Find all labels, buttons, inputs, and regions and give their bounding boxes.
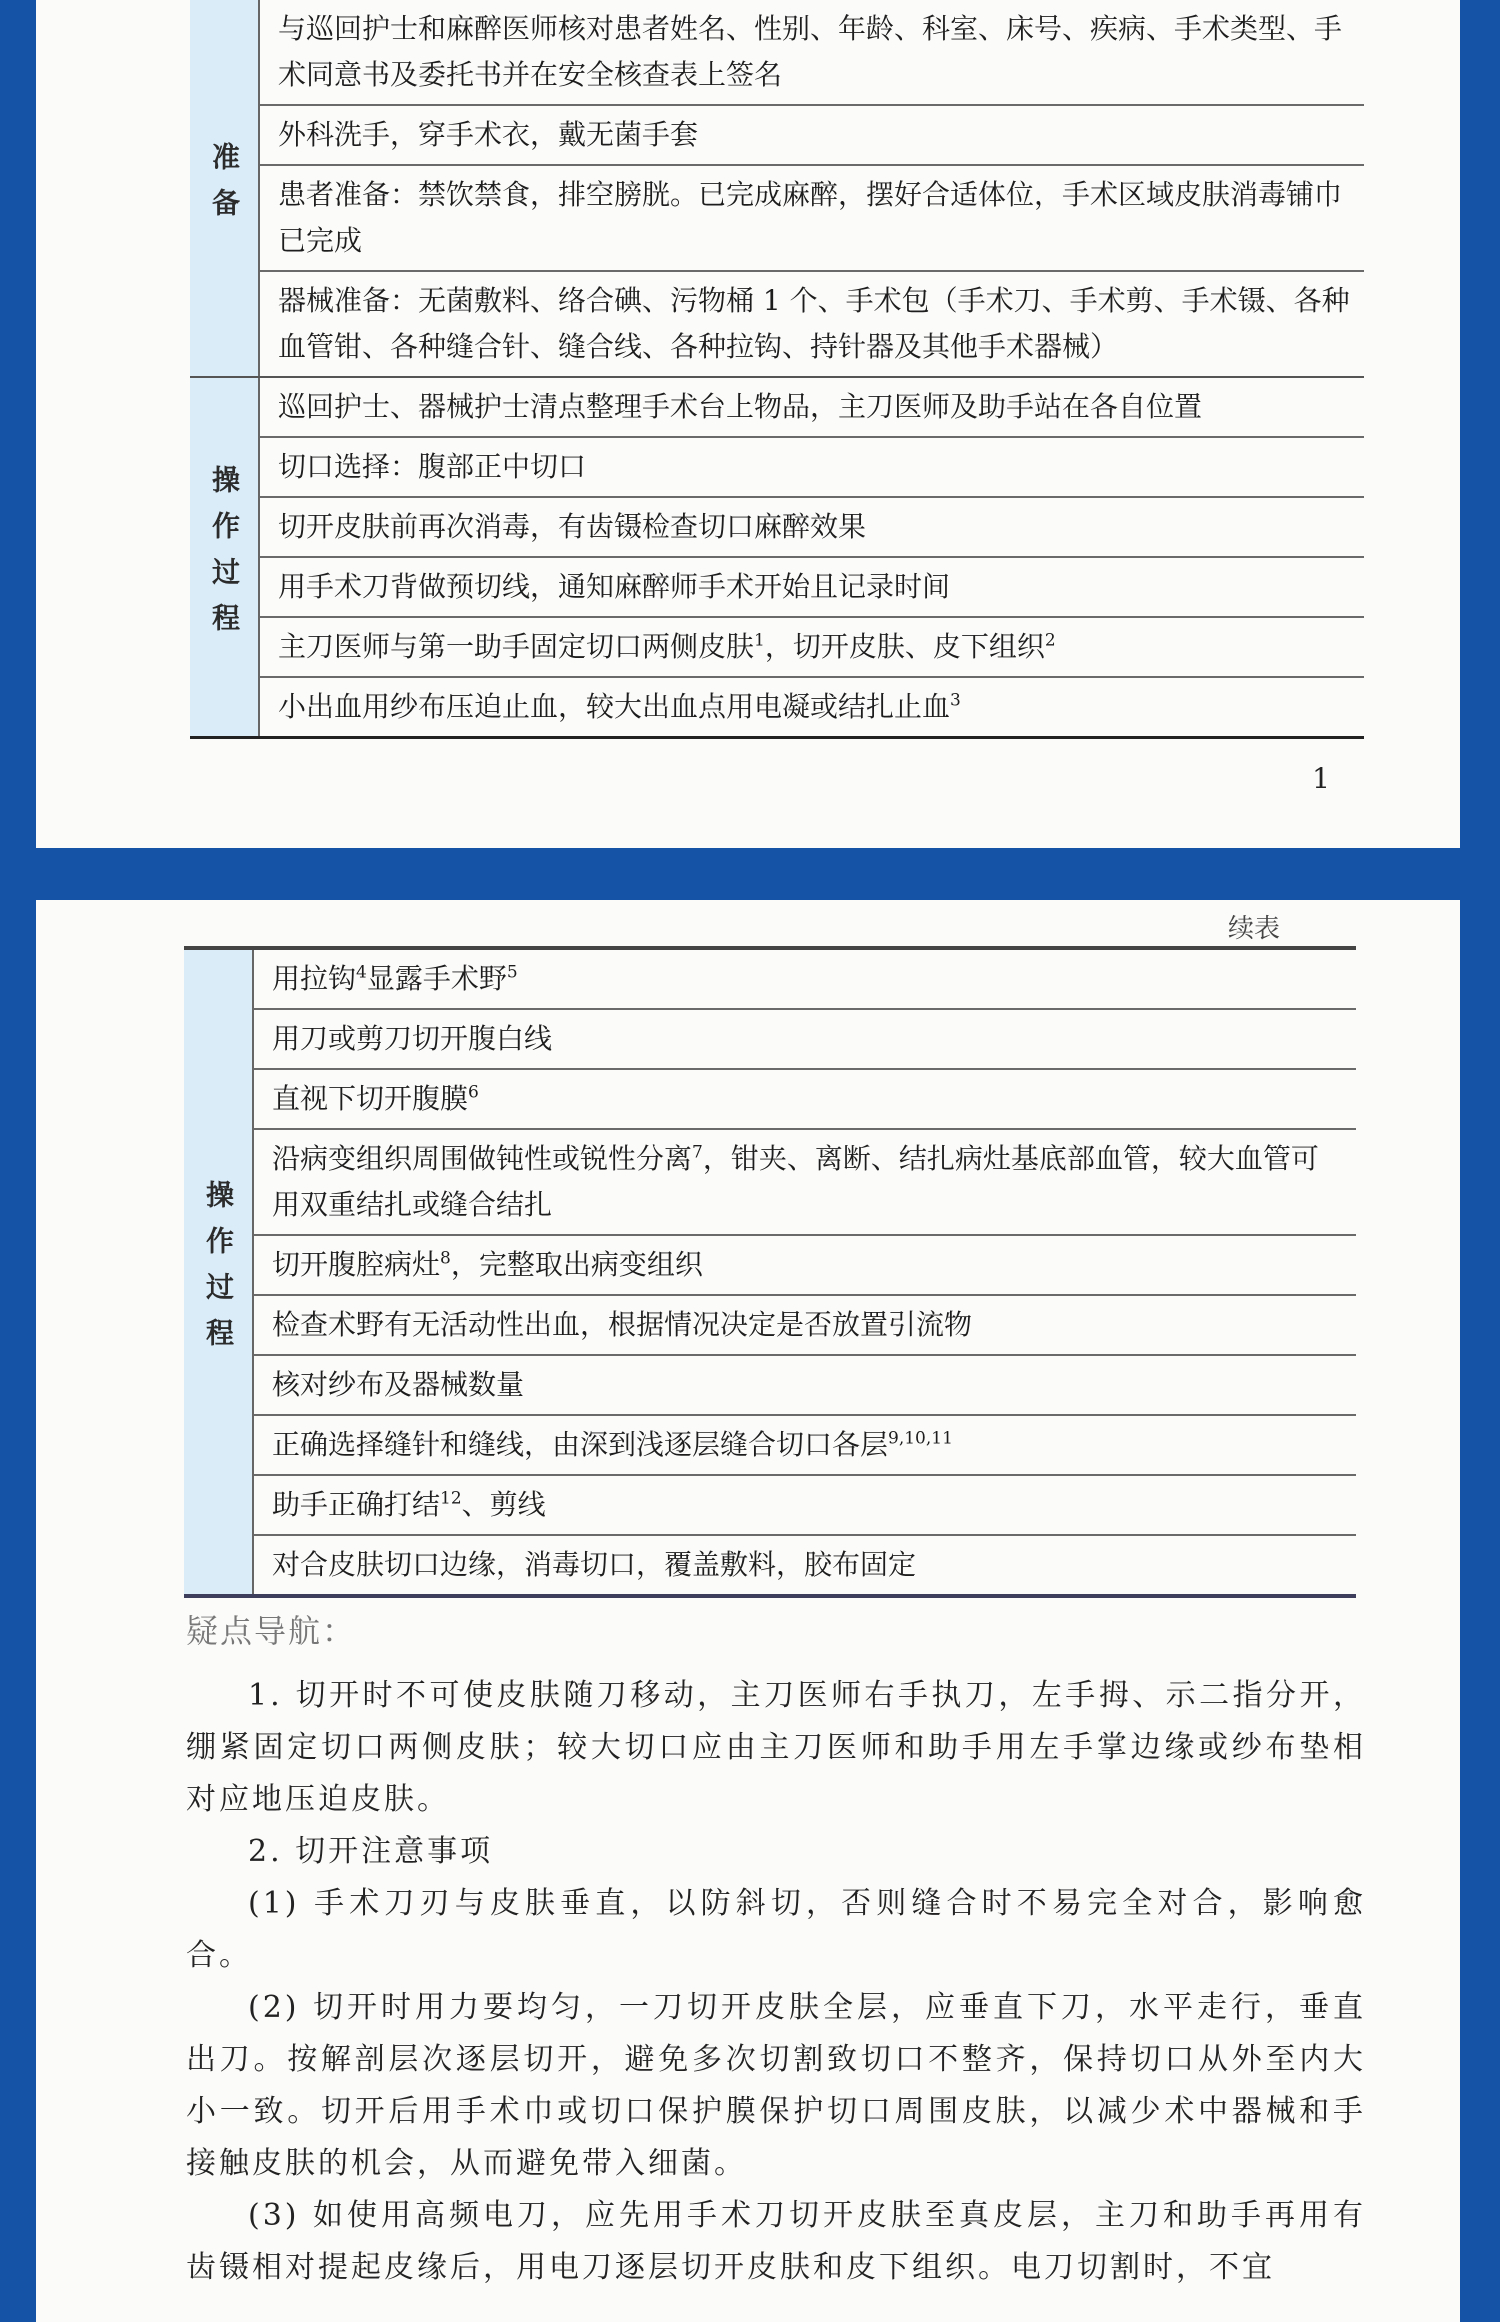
section-label: 准备 [190, 0, 260, 376]
row-text: 与巡回护士和麻醉医师核对患者姓名、性别、年龄、科室、床号、疾病、手术类型、手术同意书及委托书并在安全核查表上签名 [278, 12, 1343, 91]
note-paragraph: (2) 切开时用力要均匀，一刀切开皮肤全层，应垂直下刀，水平走行，垂直出刀。按解剖层次逐层切开，避免多次切割致切口不整齐，保持切口从外至内大小一致。切开后用手术巾或切口保护膜保护切口周围皮肤，以减少术中器械和手接触皮肤的机会，从而避免带入细菌。 [186, 1990, 1366, 2181]
footnote-ref: 6 [468, 1082, 479, 1103]
row-text: 显露手术野 [366, 962, 507, 995]
table-row [260, 618, 1364, 678]
table-row [260, 0, 1364, 106]
row-text: 、剪线 [461, 1488, 546, 1521]
row-text: 患者准备：禁饮禁食，排空膀胱。已完成麻醉，摆好合适体位，手术区域皮肤消毒铺巾已完成 [278, 178, 1343, 257]
table-row [254, 1536, 1356, 1594]
table-row [254, 1476, 1356, 1536]
footnote-ref: 7 [692, 1142, 703, 1163]
row-text: 沿病变组织周围做钝性或锐性分离 [272, 1142, 693, 1175]
table-row [254, 1356, 1356, 1416]
table-row [260, 438, 1364, 498]
table-row [254, 1070, 1356, 1130]
table-row [260, 378, 1364, 438]
table-row [260, 558, 1364, 618]
section-rows [260, 0, 1364, 376]
footnote-ref: 3 [950, 690, 961, 711]
footnote-ref: 9,10,11 [888, 1428, 953, 1449]
section-label: 操作过程 [184, 950, 254, 1594]
row-text: 外科洗手，穿手术衣，戴无菌手套 [278, 118, 699, 151]
row-text: 切口选择：腹部正中切口 [278, 450, 587, 483]
table-row [254, 1130, 1356, 1236]
section-rows [260, 378, 1364, 736]
procedure-table-continued [184, 946, 1356, 1598]
row-text: 小出血用纱布压迫止血，较大出血点用电凝或结扎止血 [278, 690, 951, 723]
section-preparation [190, 0, 1364, 378]
section-procedure [190, 378, 1364, 736]
section-label: 操作过程 [190, 378, 260, 736]
row-text: ，完整取出病变组织 [450, 1248, 703, 1281]
notes-body [186, 1670, 1366, 2294]
table-row [260, 498, 1364, 558]
footnote-ref: 2 [1044, 630, 1056, 651]
note-paragraph: 1. 切开时不可使皮肤随刀移动，主刀医师右手执刀，左手拇、示二指分开，绷紧固定切口两侧皮肤；较大切口应由主刀医师和助手用左手掌边缘或纱布垫相对应地压迫皮肤。 [186, 1678, 1366, 1817]
section-procedure [184, 950, 1356, 1594]
row-text: 切开腹腔病灶 [272, 1248, 441, 1281]
footnote-ref: 1 [754, 630, 765, 651]
row-text: 用刀或剪刀切开腹白线 [272, 1022, 553, 1055]
row-text: 对合皮肤切口边缘，消毒切口，覆盖敷料，胶布固定 [272, 1548, 917, 1581]
footnote-ref: 4 [356, 962, 367, 983]
note-paragraph: (3) 如使用高频电刀，应先用手术刀切开皮肤至真皮层，主刀和助手再用有齿镊相对提起皮缘后，用电刀逐层切开皮肤和皮下组织。电刀切割时，不宜 [186, 2198, 1366, 2285]
table-row [254, 950, 1356, 1010]
row-text: ，钳夹、离断、结扎病灶基底部血管，较大血管可用双重结扎或缝合结扎 [272, 1142, 1319, 1221]
nav-heading: 疑点导航： [186, 1612, 357, 1650]
row-text: 巡回护士、器械护士清点整理手术台上物品，主刀医师及助手站在各自位置 [278, 390, 1203, 423]
footnote-ref: 12 [440, 1488, 462, 1509]
row-text: 器械准备：无菌敷料、络合碘、污物桶 1 个、手术包（手术刀、手术剪、手术镊、各种血管钳、各种缝合针、缝合线、各种拉钩、持针器及其他手术器械） [278, 284, 1350, 363]
procedure-table [190, 0, 1364, 739]
table-row [260, 166, 1364, 272]
table-row [260, 272, 1364, 376]
section-rows [254, 950, 1356, 1594]
row-text: 检查术野有无活动性出血，根据情况决定是否放置引流物 [272, 1308, 973, 1341]
book-page-2 [36, 900, 1460, 2322]
table-row [254, 1296, 1356, 1356]
row-text: 直视下切开腹膜 [272, 1082, 469, 1115]
row-text: 用拉钩 [272, 962, 357, 995]
row-text: ，切开皮肤、皮下组织 [764, 630, 1045, 663]
table-row [260, 678, 1364, 736]
note-paragraph: (1) 手术刀刃与皮肤垂直，以防斜切，否则缝合时不易完全对合，影响愈合。 [186, 1886, 1366, 1973]
row-text: 助手正确打结 [272, 1488, 441, 1521]
table-row [254, 1236, 1356, 1296]
book-page-1 [36, 0, 1460, 848]
table-row [260, 106, 1364, 166]
footnote-ref: 8 [440, 1248, 451, 1269]
table-row [254, 1416, 1356, 1476]
row-text: 正确选择缝针和缝线，由深到浅逐层缝合切口各层 [272, 1428, 889, 1461]
row-text: 核对纱布及器械数量 [272, 1368, 525, 1401]
table-row [254, 1010, 1356, 1070]
continued-label: 续表 [1227, 914, 1280, 944]
row-text: 主刀医师与第一助手固定切口两侧皮肤 [278, 630, 755, 663]
page-number: 1 [1312, 762, 1330, 795]
note-paragraph: 2. 切开注意事项 [248, 1834, 494, 1869]
row-text: 用手术刀背做预切线，通知麻醉师手术开始且记录时间 [278, 570, 951, 603]
footnote-ref: 5 [506, 962, 518, 983]
row-text: 切开皮肤前再次消毒，有齿镊检查切口麻醉效果 [278, 510, 867, 543]
